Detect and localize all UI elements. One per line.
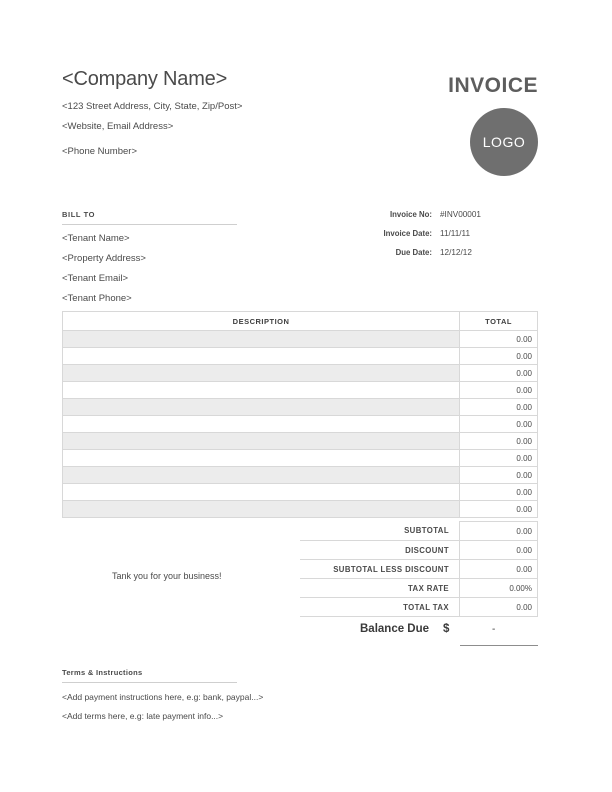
- bill-to-tenant-name: <Tenant Name>: [62, 233, 130, 244]
- invoice-meta-block: [340, 210, 538, 267]
- bill-to-block: [62, 210, 242, 313]
- item-total-cell[interactable]: 0.00: [460, 416, 538, 433]
- due-date-value: 12/12/12: [440, 248, 472, 257]
- item-total-cell[interactable]: 0.00: [460, 484, 538, 501]
- totals-label: DISCOUNT: [300, 541, 460, 560]
- table-row[interactable]: [63, 348, 538, 365]
- column-header-total: TOTAL: [460, 312, 538, 331]
- table-row[interactable]: [63, 399, 538, 416]
- item-description-cell[interactable]: [63, 331, 460, 348]
- invoice-no-label: Invoice No:: [389, 210, 432, 219]
- totals-row: [300, 598, 538, 617]
- balance-due-underline: [460, 645, 538, 646]
- company-address: <123 Street Address, City, State, Zip/Post>: [62, 101, 243, 112]
- table-row[interactable]: [63, 433, 538, 450]
- totals-value[interactable]: 0.00: [460, 541, 538, 560]
- balance-due-amount: -: [492, 624, 496, 635]
- totals-row: [300, 541, 538, 560]
- line-items-body: [63, 331, 538, 518]
- totals-value[interactable]: 0.00: [460, 598, 538, 617]
- invoice-date-value: 11/11/11: [440, 229, 471, 238]
- company-phone: <Phone Number>: [62, 146, 137, 157]
- table-row[interactable]: [63, 501, 538, 518]
- invoice-title: INVOICE: [448, 74, 538, 97]
- invoice-no-row: [340, 210, 538, 219]
- item-total-cell[interactable]: 0.00: [460, 399, 538, 416]
- table-row[interactable]: [63, 331, 538, 348]
- totals-value[interactable]: 0.00%: [460, 579, 538, 598]
- item-total-cell[interactable]: 0.00: [460, 382, 538, 399]
- item-total-cell[interactable]: 0.00: [460, 450, 538, 467]
- invoice-date-label: Invoice Date:: [383, 229, 432, 238]
- item-description-cell[interactable]: [63, 348, 460, 365]
- table-row[interactable]: [63, 484, 538, 501]
- totals-row: [300, 560, 538, 579]
- item-description-cell[interactable]: [63, 416, 460, 433]
- balance-due-row: [360, 623, 538, 635]
- totals-value[interactable]: 0.00: [460, 522, 538, 541]
- table-row[interactable]: [63, 450, 538, 467]
- column-header-description: DESCRIPTION: [63, 312, 460, 331]
- table-row[interactable]: [63, 467, 538, 484]
- totals-row: [300, 579, 538, 598]
- table-row[interactable]: [63, 416, 538, 433]
- invoice-header: [62, 68, 538, 188]
- item-description-cell[interactable]: [63, 501, 460, 518]
- invoice-no-value: #INV00001: [440, 210, 481, 219]
- totals-label: SUBTOTAL: [300, 522, 460, 541]
- terms-block: [62, 668, 322, 730]
- bill-to-heading: BILL TO: [62, 210, 237, 225]
- item-description-cell[interactable]: [63, 365, 460, 382]
- totals-table: [300, 521, 538, 617]
- invoice-date-row: [340, 229, 538, 238]
- item-total-cell[interactable]: 0.00: [460, 365, 538, 382]
- item-description-cell[interactable]: [63, 484, 460, 501]
- item-total-cell[interactable]: 0.00: [460, 348, 538, 365]
- item-total-cell[interactable]: 0.00: [460, 467, 538, 484]
- table-header-row: [63, 312, 538, 331]
- item-description-cell[interactable]: [63, 450, 460, 467]
- totals-body: [300, 522, 538, 617]
- totals-value[interactable]: 0.00: [460, 560, 538, 579]
- terms-heading: Terms & Instructions: [62, 668, 237, 683]
- totals-label: SUBTOTAL LESS DISCOUNT: [300, 560, 460, 579]
- due-date-row: [340, 248, 538, 257]
- payment-instructions-line: <Add payment instructions here, e.g: bank, paypal...>: [62, 692, 264, 702]
- due-date-label: Due Date:: [395, 248, 432, 257]
- item-description-cell[interactable]: [63, 399, 460, 416]
- table-row[interactable]: [63, 382, 538, 399]
- item-total-cell[interactable]: 0.00: [460, 433, 538, 450]
- totals-label: TAX RATE: [300, 579, 460, 598]
- item-total-cell[interactable]: 0.00: [460, 501, 538, 518]
- item-description-cell[interactable]: [63, 467, 460, 484]
- item-total-cell[interactable]: 0.00: [460, 331, 538, 348]
- table-row[interactable]: [63, 365, 538, 382]
- terms-line: <Add terms here, e.g: late payment info...>: [62, 711, 224, 721]
- line-items-table: [62, 311, 538, 518]
- totals-row: [300, 522, 538, 541]
- bill-to-tenant-email: <Tenant Email>: [62, 273, 129, 284]
- company-name: <Company Name>: [62, 68, 228, 90]
- bill-to-tenant-phone: <Tenant Phone>: [62, 293, 132, 304]
- totals-label: TOTAL TAX: [300, 598, 460, 617]
- company-website-email: <Website, Email Address>: [62, 121, 174, 132]
- thank-you-note: Tank you for your business!: [112, 571, 222, 581]
- balance-due-currency: $: [443, 623, 450, 635]
- logo-placeholder: LOGO: [470, 108, 538, 176]
- balance-due-label: Balance Due: [360, 623, 430, 635]
- bill-to-property-address: <Property Address>: [62, 253, 146, 264]
- item-description-cell[interactable]: [63, 382, 460, 399]
- item-description-cell[interactable]: [63, 433, 460, 450]
